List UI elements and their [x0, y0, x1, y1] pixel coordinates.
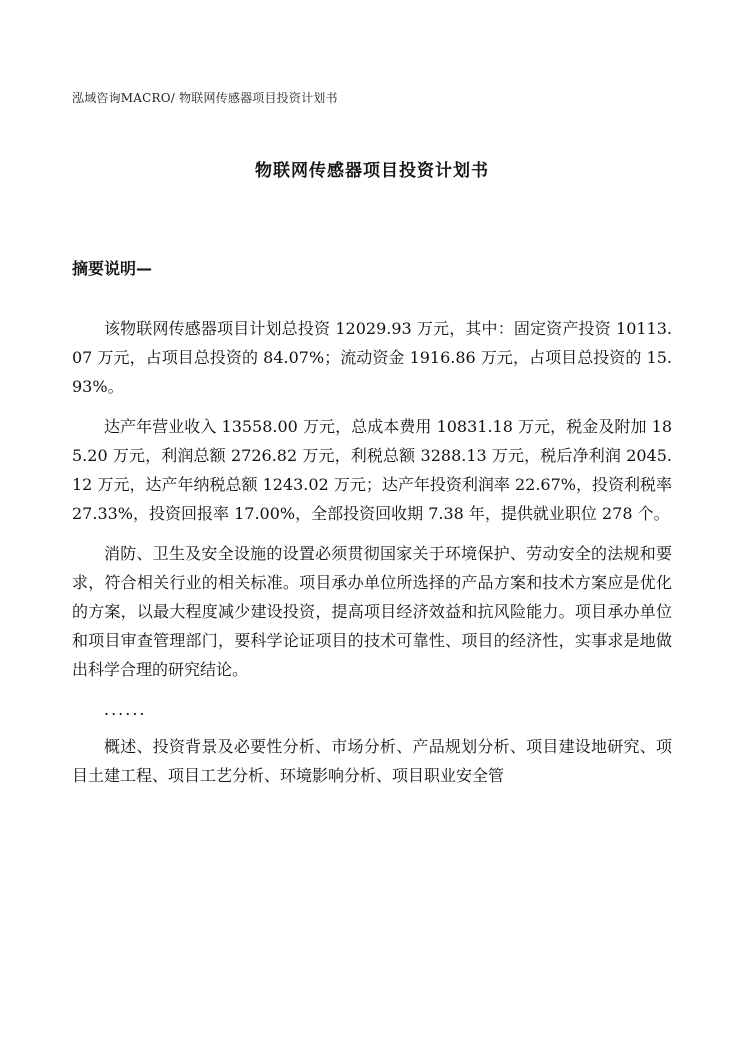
paragraph-financials: 达产年营业收入 13558.00 万元，总成本费用 10831.18 万元，税金及附加 185.20 万元，利润总额 2726.82 万元，利税总额 3288.13 万元，税后净利润 2045.12 万元，达产年纳税总额 1243.02 万元；达产年投资利润率 22.67%，投资利税率 27.33%，投资回报率 17.00%，全部投资回收期 7.38 年，提供就业职位 278 个。 [72, 417, 672, 523]
ellipsis: ...... [104, 700, 147, 719]
paragraph-investment: 该物联网传感器项目计划总投资 12029.93 万元，其中：固定资产投资 10113.07 万元，占项目总投资的 84.07%；流动资金 1916.86 万元，占项目总投资的 15.93%。 [72, 319, 672, 396]
section-heading: 摘要说明— [72, 259, 153, 278]
page-title: 物联网传感器项目投资计划书 [255, 161, 489, 181]
paragraph-contents: 概述、投资背景及必要性分析、市场分析、产品规划分析、项目建设地研究、项目土建工程、项目工艺分析、环境影响分析、项目职业安全管 [72, 737, 672, 785]
document-body [72, 314, 672, 801]
breadcrumb: 泓域咨询MACRO/ 物联网传感器项目投资计划书 [72, 91, 338, 105]
paragraph-compliance: 消防、卫生及安全设施的设置必须贯彻国家关于环境保护、劳动安全的法规和要求，符合相关行业的相关标准。项目承办单位所选择的产品方案和技术方案应是优化的方案，以最大程度减少建设投资，提高项目经济效益和抗风险能力。项目承办单位和项目审查管理部门，要科学论证项目的技术可靠性、项目的经济性，实事求是地做出科学合理的研究结论。 [72, 544, 672, 679]
